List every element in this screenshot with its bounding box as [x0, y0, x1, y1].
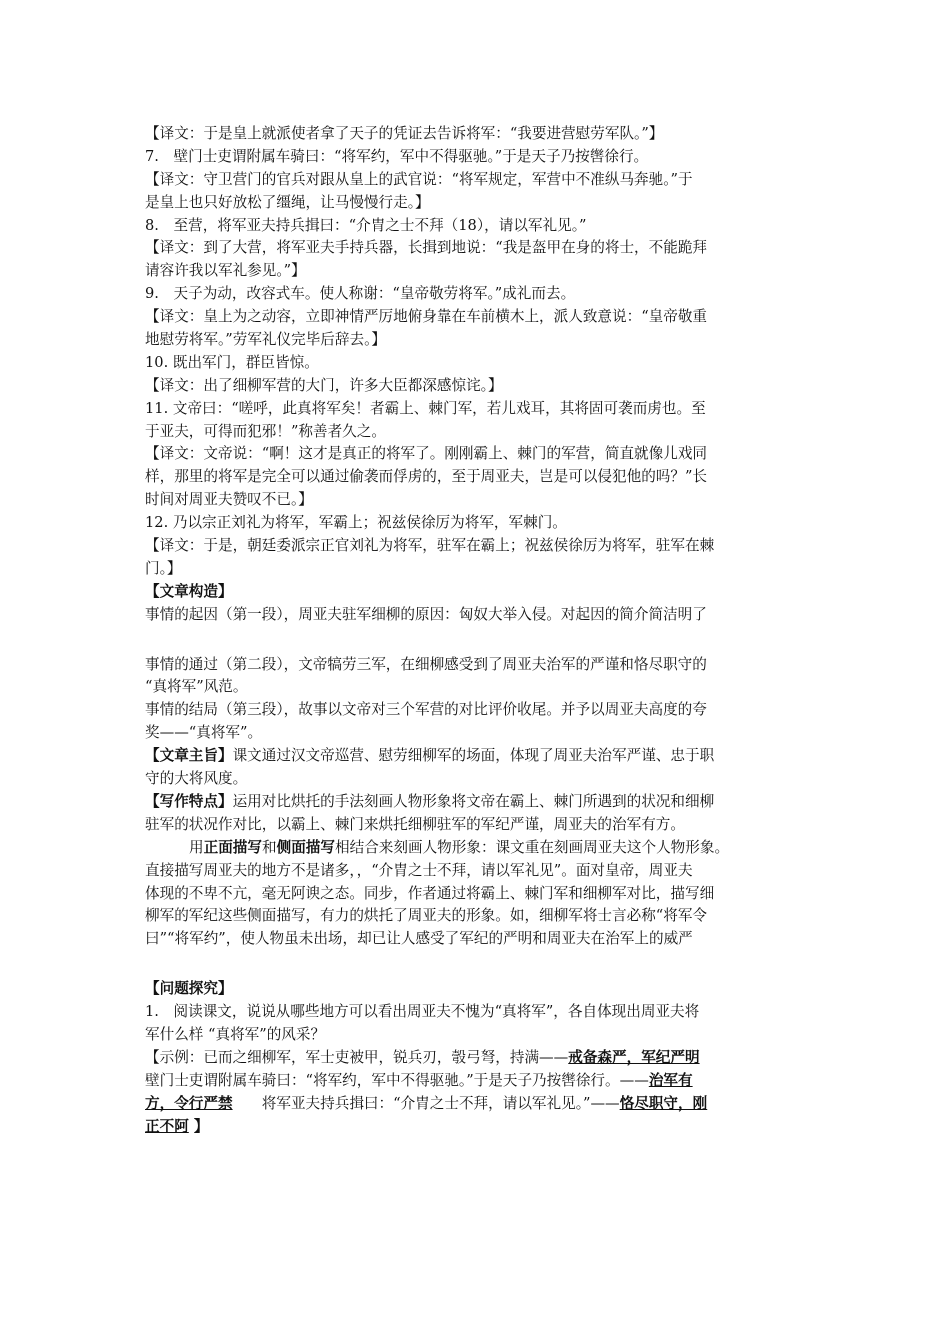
question-1-line-1: 1. 阅读课文，说说从哪些地方可以看出周亚夫不愧为“真将军”，各自体现出周亚夫将	[145, 1003, 700, 1021]
structure-line-4: 事情的结局（第三段），故事以文帝对三个军营的对比评价收尾。并予以周亚夫高度的夸	[145, 701, 707, 719]
text-line: 【译文：于是皇上就派使者拿了天子的凭证去告诉将军：“我要进营慰劳军队。”】	[145, 125, 664, 142]
text-run: 】	[188, 1117, 209, 1135]
structure-line-2: 事情的通过（第二段），文帝犒劳三军，在细柳感受到了周亚夫治军的严谨和恪尽职守的	[145, 655, 707, 673]
text-line: 9. 天子为动，改容式车。使人称谢：“皇帝敬劳将军。”成礼而去。	[145, 285, 576, 303]
text-run: 【示例：已而之细柳军，军士吏被甲，锐兵刃，彀弓弩，持满——	[145, 1048, 569, 1066]
text-line: 于亚夫，可得而犯邪！”称善者久之。	[145, 422, 386, 440]
bold-term-direct: 正面描写	[203, 838, 262, 856]
features-line-7: 曰”“将军约”，使人物虽未出场，却已让人感受了军纪的严明和周亚夫在治军上的威严	[145, 930, 693, 948]
features-paragraph	[145, 791, 815, 814]
theme-paragraph	[145, 745, 815, 768]
example-line-3	[145, 1093, 815, 1116]
structure-heading: 【文章构造】	[145, 582, 233, 600]
text-line: 【译文：于是，朝廷委派宗正官刘礼为将军，驻军在霸上；祝兹侯徐厉为将军，驻军在棘	[145, 537, 715, 555]
underlined-answer: 治军有	[648, 1071, 693, 1089]
text-line: 【译文：文帝说：“啊！这才是真正的将军了。刚刚霸上、棘门的军营，简直就像儿戏同	[145, 445, 708, 463]
text-line: 时间对周亚夫赞叹不已。】	[145, 491, 313, 509]
text-line: 【译文：到了大营，将军亚夫手持兵器，长揖到地说：“我是盔甲在身的将士，不能跪拜	[145, 239, 708, 257]
underlined-answer: 戒备森严，军纪严明	[568, 1048, 700, 1066]
text-line: 门。】	[145, 559, 182, 577]
text-run: 相结合来刻画人物形象：课文重在刻画周亚夫这个人物形象。	[335, 838, 730, 856]
blank-gap	[145, 951, 815, 978]
document-page	[145, 123, 815, 1138]
text-line: 地慰劳将军。”劳军礼仪完毕后辞去。】	[145, 331, 386, 349]
text-line: 11. 文帝曰：“嗟呼，此真将军矣！者霸上、棘门军，若儿戏耳，其将固可袭而虏也。至	[145, 399, 706, 417]
features-line-5: 体现的不卑不亢，毫无阿谀之态。同步，作者通过将霸上、棘门军和细柳军对比，描写细	[145, 884, 715, 902]
text-line: 8. 至营，将军亚夫持兵揖曰：“介胄之士不拜（18），请以军礼见。”	[145, 216, 587, 234]
features-line-3	[145, 837, 815, 860]
features-line-4: 直接描写周亚夫的地方不是诸多，，“介胄之士不拜，请以军礼见”。面对皇帝，周亚夫	[145, 861, 693, 879]
text-run: 和	[262, 838, 277, 856]
underlined-answer: 恪尽职守，刚	[619, 1094, 708, 1112]
text-line: 10. 既出军门，群臣皆惊。	[145, 353, 319, 371]
features-text: 运用对比烘托的手法刻画人物形象将文帝在霸上、棘门所遇到的状况和细柳	[232, 792, 715, 810]
translation-section	[145, 123, 815, 581]
underlined-answer: 正不阿	[145, 1117, 189, 1135]
theme-line-2: 守的大将风度。	[145, 770, 248, 788]
text-run: 用	[189, 838, 204, 856]
example-line-4	[145, 1116, 815, 1139]
text-line: 【译文：皇上为之动容，立即神情严厉地俯身靠在车前横木上，派人致意说：“皇帝敬重	[145, 308, 708, 326]
example-line-1	[145, 1047, 815, 1070]
bold-term-indirect: 侧面描写	[276, 838, 335, 856]
example-line-2	[145, 1070, 815, 1093]
features-line-2: 驻军的状况作对比，以霸上、棘门来烘托细柳驻军的军纪严谨，周亚夫的治军有方。	[145, 815, 685, 833]
structure-line-3: “真将军”风范。	[145, 678, 248, 696]
text-line: 【译文：出了细柳军营的大门，许多大臣都深感惊诧。】	[145, 376, 503, 394]
theme-text: 课文通过汉文帝巡营、慰劳细柳军的场面，体现了周亚夫治军严谨、忠于职	[232, 747, 715, 765]
question-1-line-2: 军什么样 “真将军”的风采？	[145, 1025, 326, 1043]
features-label: 【写作特点】	[145, 792, 233, 810]
questions-heading: 【问题探究】	[145, 980, 233, 998]
text-line: 样，那里的将军是完全可以通过偷袭而俘虏的，至于周亚夫，岂是可以侵犯他的吗？”长	[145, 468, 708, 486]
text-line: 【译文：守卫营门的官兵对跟从皇上的武官说：“将军规定，军营中不准纵马奔驰。”于	[145, 170, 693, 188]
text-line: 请容许我以军礼参见。”】	[145, 262, 306, 280]
text-line: 7. 壁门士吏谓附属车骑曰：“将军约，军中不得驱驰。”于是天子乃按辔徐行。	[145, 147, 649, 165]
theme-label: 【文章主旨】	[145, 747, 233, 765]
underlined-answer: 方，令行严禁	[145, 1094, 233, 1112]
structure-line-5: 奖——“真将军”。	[145, 724, 263, 742]
text-line: 是皇上也只好放松了缰绳，让马慢慢行走。】	[145, 193, 430, 211]
text-line: 12. 乃以宗正刘礼为将军，军霸上；祝兹侯徐厉为将军，军棘门。	[145, 514, 567, 532]
structure-line-1: 事情的起因（第一段），周亚夫驻军细柳的原因：匈奴大举入侵。对起因的简介简洁明了	[145, 605, 707, 623]
text-run: 壁门士吏谓附属车骑曰：“将军约，军中不得驱驰。”于是天子乃按辔徐行。——	[145, 1071, 649, 1089]
features-line-6: 柳军的军纪这些侧面描写，有力的烘托了周亚夫的形象。如，细柳军将士言必称“将军令	[145, 907, 708, 925]
blank-gap	[145, 627, 815, 654]
text-run: 将军亚夫持兵揖曰：“介胄之士不拜，请以军礼见。”——	[232, 1094, 620, 1112]
